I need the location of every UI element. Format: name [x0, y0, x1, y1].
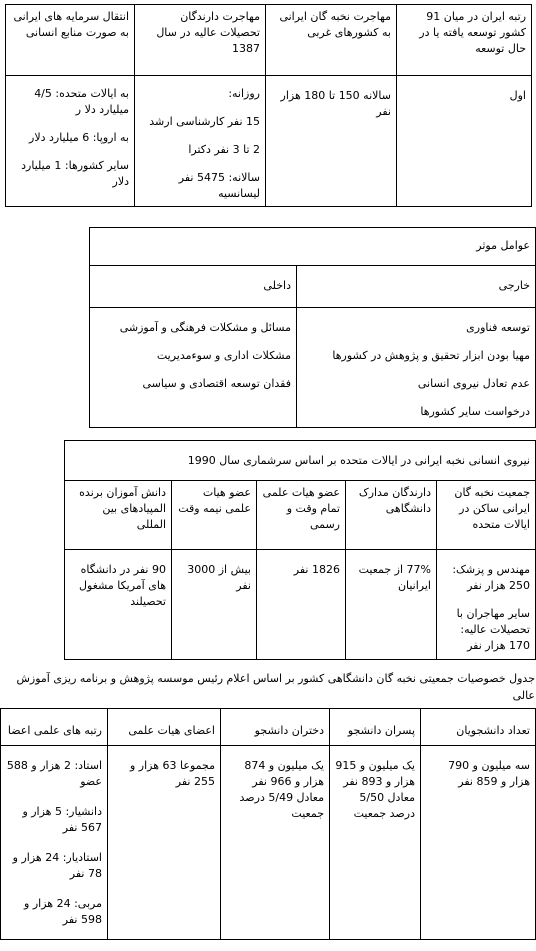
- external-factors: [297, 308, 536, 428]
- rank-instructor: مربی: 24 هزار و 598 نفر: [24, 896, 102, 926]
- header-rank: رتبه ایران در میان 91 کشور توسعه یافته یا در حال توسعه: [397, 5, 532, 76]
- table-caption: جدول خصوصیات جمعیتی نخبه گان دانشگاهی کشور بر اساس اعلام رئیس موسسه پژوهش و برنامه ریزی آموزش عالی: [16, 672, 535, 702]
- internal-item: مشکلات اداری و سوءمدیریت: [156, 348, 291, 362]
- emigration-table: [5, 4, 532, 207]
- cell-parttime: بیش از 3000 نفر: [172, 550, 257, 660]
- external-item: توسعه فناوری: [466, 321, 530, 334]
- factors-table: [89, 227, 536, 428]
- graduates-yearly: سالانه: 5475 نفر لیسانسیه: [178, 170, 260, 200]
- factors-title: عوامل موثر: [90, 228, 536, 266]
- graduates-daily: روزانه:: [228, 87, 260, 100]
- header-degree: دارندگان مدارک دانشگاهی: [346, 481, 437, 550]
- cell-girls: یک میلیون و 874 هزار و 966 نفر معادل 5/49 درصد جمعیت: [221, 746, 330, 940]
- header-elite-migration: مهاجرت نخبه گان ایرانی به کشورهای غربی: [266, 5, 397, 76]
- capital-others: سایر کشورها: 1 میلیارد دلار: [21, 158, 129, 188]
- cell-faculty: مجموعا 63 هزار و 255 نفر: [108, 746, 221, 940]
- header-girls: دختران دانشجو: [221, 709, 330, 746]
- external-item: درخواست سایر کشورها: [420, 404, 530, 418]
- header-fulltime: عضو هیات علمی تمام وقت و رسمی: [257, 481, 346, 550]
- cell-degree: 77% از جمعیت ایرانیان: [346, 550, 437, 660]
- header-capital-transfer: انتقال سرمایه های ایرانی به صورت منابع انسانی: [6, 5, 135, 76]
- header-ranks: رتبه های علمی اعضا: [1, 709, 108, 746]
- capital-europe: به اروپا: 6 میلیارد دلار: [29, 130, 129, 144]
- population-engineers: مهندس و پزشک: 250 هزار نفر: [452, 563, 530, 592]
- header-graduate-migration: مهاجرت دارندگان تحصیلات عالیه در سال 1387: [135, 5, 266, 76]
- header-internal: داخلی: [90, 266, 297, 308]
- rank-professor: استاد: 2 هزار و 588 عضو: [6, 759, 102, 788]
- cell-boys: یک میلیون و 915 هزار و 893 نفر معادل 5/50 درصد جمعیت: [330, 746, 421, 940]
- us-elite-title: نیروی انسانی نخبه ایرانی در ایالات متحده بر اساس سرشماری سال 1990: [65, 441, 536, 481]
- cell-graduates: [135, 76, 266, 207]
- header-students: تعداد دانشجویان: [421, 709, 536, 746]
- rank-associate: دانشیار: 5 هزار و 567 نفر: [22, 804, 102, 834]
- university-stats-table: [0, 708, 536, 940]
- internal-factors: [90, 308, 297, 428]
- rank-assistant: استادیار: 24 هزار و 78 نفر: [12, 850, 102, 880]
- cell-population: [437, 550, 536, 660]
- cell-students: سه میلیون و 790 هزار و 859 نفر: [421, 746, 536, 940]
- external-item: مهیا بودن ابزار تحقیق و پژوهش در کشورها: [332, 348, 530, 362]
- external-item: عدم تعادل نیروی انسانی: [417, 376, 530, 390]
- header-olympiad: دانش آموزان برنده المپیادهای بین المللی: [65, 481, 172, 550]
- header-faculty: اعضای هیات علمی: [108, 709, 221, 746]
- header-parttime: عضو هیات علمی نیمه وقت: [172, 481, 257, 550]
- population-others: سایر مهاجران با تحصیلات عالیه: 170 هزار نفر: [456, 606, 530, 652]
- cell-ranks: [1, 746, 108, 940]
- graduates-masters: 15 نفر کارشناسی ارشد: [149, 114, 260, 128]
- header-population: جمعیت نخبه گان ایرانی ساکن در ایالات متحده: [437, 481, 536, 550]
- internal-item: مسائل و مشکلات فرهنگی و آموزشی: [119, 321, 291, 334]
- cell-olympiad: 90 نفر در دانشگاه های آمریکا مشغول تحصیلند: [65, 550, 172, 660]
- cell-migration: سالانه 150 تا 180 هزار نفر: [266, 76, 397, 207]
- internal-item: فقدان توسعه اقتصادی و سیاسی: [142, 376, 291, 390]
- cell-rank: اول: [397, 76, 532, 207]
- header-external: خارجی: [297, 266, 536, 308]
- cell-capital: [6, 76, 135, 207]
- us-elite-table: [64, 440, 536, 660]
- header-boys: پسران دانشجو: [330, 709, 421, 746]
- cell-fulltime: 1826 نفر: [257, 550, 346, 660]
- capital-usa: به ایالات متحده: 4/5 میلیارد دلا ر: [34, 87, 129, 116]
- graduates-phd: 2 تا 3 نفر دکترا: [188, 142, 260, 156]
